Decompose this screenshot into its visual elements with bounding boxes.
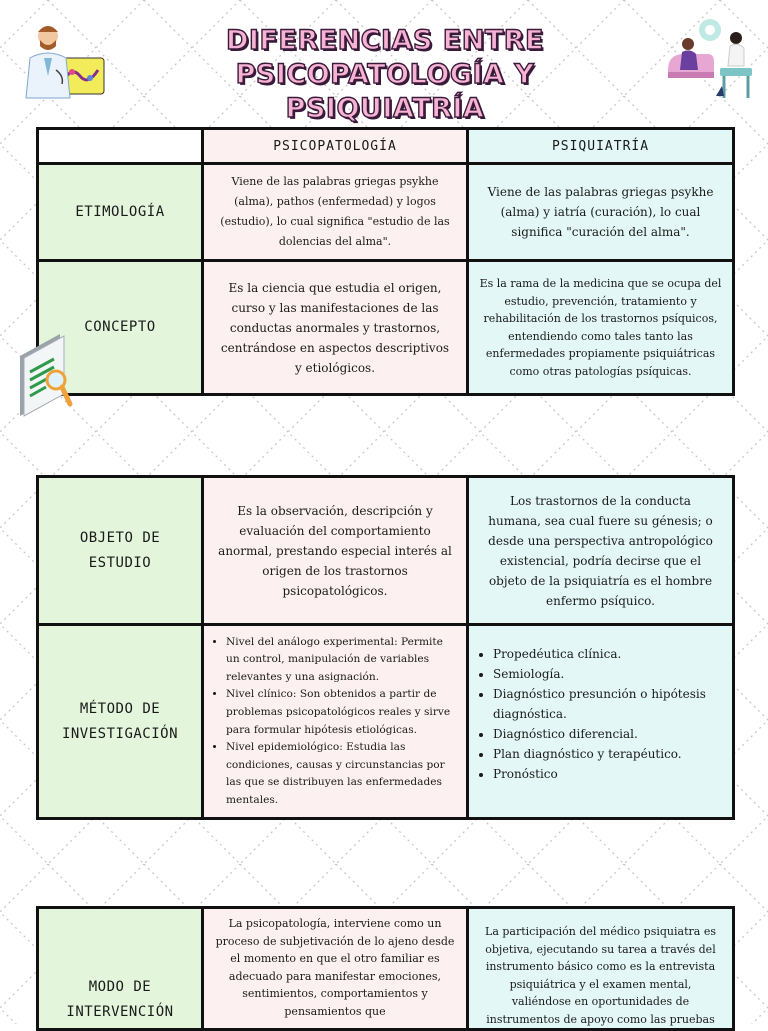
- list-item: • Diagnóstico presunción o hipótesis diagnóstica.: [493, 684, 724, 724]
- cell-modo-psicopatologia: La psicopatología, interviene como un proceso de subjetivación de lo ajeno desde el momento en que el otro familiar es adecuado para manifestar emociones, sentimientos, comportamientos y pensamientos que: [203, 908, 468, 1030]
- document-magnifier-icon: [16, 332, 76, 418]
- doctor-illustration: [14, 18, 108, 100]
- cell-concepto-psicopatologia: Es la ciencia que estudia el origen, curso y las manifestaciones de las conductas anormales y trastornos, centrándose en aspectos descriptivos y etiológicos.: [203, 261, 468, 395]
- comparison-table-3: [36, 906, 735, 1031]
- list-item: • Nivel del análogo experimental: Permite un control, manipulación de variables relevantes y una asignación.: [226, 634, 458, 687]
- cell-metodo-psiquiatria: [468, 625, 734, 819]
- row-label-modo-de-intervencion: MODO DE INTERVENCIÓN: [38, 908, 203, 1030]
- list-item: • Pronóstico: [493, 764, 724, 784]
- header-psicopatologia: PSICOPATOLOGÍA: [203, 129, 468, 164]
- list-item: • Nivel epidemiológico: Estudia las condiciones, causas y circunstancias por las que se distribuyen las enfermedades mentales.: [226, 739, 458, 809]
- row-label-metodo-de-investigacion: MÉTODO DE INVESTIGACIÓN: [38, 625, 203, 819]
- list-item: • Propedéutica clínica.: [493, 644, 724, 664]
- row-label-concepto: CONCEPTO: [38, 261, 203, 395]
- metodo-psicopatologia-list: [204, 634, 466, 810]
- page-title: [110, 24, 660, 126]
- cell-objeto-psicopatologia: Es la observación, descripción y evaluación del comportamiento anormal, prestando especial interés al origen de los trastornos psicopatológicos.: [203, 477, 468, 625]
- cell-metodo-psicopatologia: [203, 625, 468, 819]
- list-item: • Diagnóstico diferencial.: [493, 724, 724, 744]
- title-line-1: DIFERENCIAS ENTRE PSICOPATOLOGÍA Y: [226, 25, 544, 90]
- cell-concepto-psiquiatria: Es la rama de la medicina que se ocupa del estudio, prevención, tratamiento y rehabilitación de los trastornos psíquicos, entendiendo como tales tanto las enfermedades propiamente psiquiátricas como otras patologías psíquicas.: [468, 261, 734, 395]
- list-item: • Nivel clínico: Son obtenidos a partir de problemas psicopatológicos reales y sirve para formular hipótesis etiológicas.: [226, 686, 458, 739]
- cell-objeto-psiquiatria: Los trastornos de la conducta humana, sea cual fuere su génesis; o desde una perspectiva antropológico existencial, podría decirse que el objeto de la psiquiatría es el hombre enfermo psíquico.: [468, 477, 734, 625]
- cell-etimologia-psicopatologia: Viene de las palabras griegas psykhe (alma), pathos (enfermedad) y logos (estudio), lo cual significa "estudio de las dolencias del alma".: [203, 164, 468, 261]
- cell-etimologia-psiquiatria: Viene de las palabras griegas psykhe (alma) y iatría (curación), lo cual significa "curación del alma".: [468, 164, 734, 261]
- header-psiquiatria: PSIQUIATRÍA: [468, 129, 734, 164]
- list-item: • Semiología.: [493, 664, 724, 684]
- comparison-table-1: [36, 127, 735, 396]
- therapy-session-illustration: [664, 16, 754, 100]
- row-label-etimologia: ETIMOLOGÍA: [38, 164, 203, 261]
- header-empty-cell: [38, 129, 203, 164]
- cell-modo-psiquiatria: La participación del médico psiquiatra es objetiva, ejecutando su tarea a través del instrumento básico como es la entrevista psiquiátrica y el examen mental, valiéndose en oportunidades de instrumentos de apoyo como las pruebas: [468, 908, 734, 1030]
- list-item: • Plan diagnóstico y terapéutico.: [493, 744, 724, 764]
- comparison-table-2: [36, 475, 735, 820]
- title-line-2: PSIQUIATRÍA: [285, 93, 485, 124]
- metodo-psiquiatria-list: [469, 644, 732, 784]
- row-label-objeto-de-estudio: OBJETO DE ESTUDIO: [38, 477, 203, 625]
